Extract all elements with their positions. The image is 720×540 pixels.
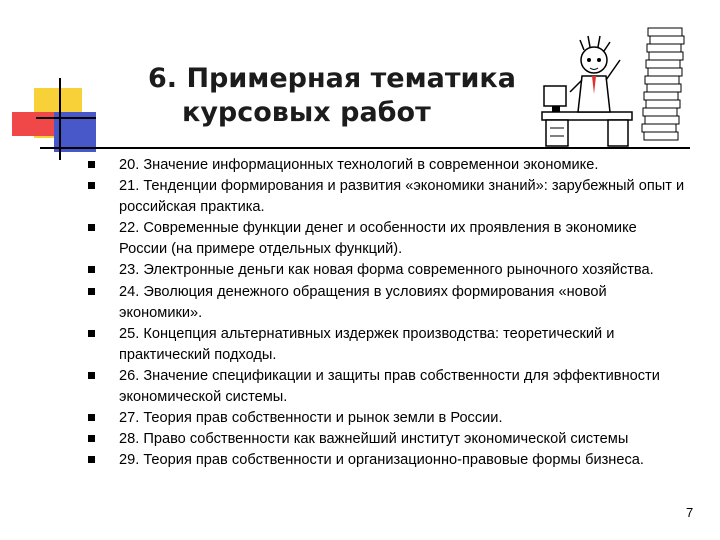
bullet-icon	[88, 224, 95, 231]
topic-list	[88, 155, 688, 471]
list-item-text: 23. Электронные деньги как новая форма современного рыночного хозяйства.	[119, 262, 654, 279]
bullet-icon	[88, 435, 95, 442]
bullet-icon	[88, 288, 95, 295]
list-item	[88, 324, 688, 366]
bullet-icon	[88, 372, 95, 379]
list-item	[88, 282, 688, 324]
bullet-icon	[88, 414, 95, 421]
list-item-text: 26. Значение спецификации и защиты прав собственности для эффективности экономической системы.	[119, 367, 660, 406]
page-number: 7	[686, 505, 694, 520]
list-item	[88, 218, 688, 260]
paper-stack-clipart-icon	[532, 20, 692, 150]
list-item	[88, 155, 688, 176]
bullet-icon	[88, 161, 95, 168]
bullet-icon	[88, 182, 95, 189]
bullet-icon	[88, 456, 95, 463]
list-item	[88, 366, 688, 408]
list-item-text: 28. Право собственности как важнейший институт экономической системы	[119, 431, 629, 448]
list-item-text: 27. Теория прав собственности и рынок земли в России.	[119, 410, 503, 427]
list-item-text: 25. Концепция альтернативных издержек производства: теоретический и практический подходы.	[119, 325, 615, 363]
red-block	[12, 112, 54, 136]
title-line-2: курсовых работ	[182, 97, 431, 128]
bullet-icon	[88, 266, 95, 273]
list-item	[88, 450, 688, 471]
slide-title	[148, 62, 548, 130]
list-item	[88, 429, 688, 450]
list-item-text: 21. Тенденции формирования и развития «экономики знаний»: зарубежный опыт и российская практика.	[119, 178, 685, 216]
title-divider	[40, 147, 690, 149]
list-item-text: 29. Теория прав собственности и организационно-правовые формы бизнеса.	[119, 452, 644, 469]
bullet-icon	[88, 330, 95, 337]
list-item-text: 20. Значение информационных технологий в современнои экономике.	[119, 157, 599, 173]
list-item-text: 22. Современные функции денег и особенности их проявления в экономике России (на примере отдельных функций).	[119, 220, 637, 258]
decorative-color-blocks	[0, 0, 120, 170]
list-item	[88, 408, 688, 429]
list-item	[88, 176, 688, 218]
title-line-1: 6. Примерная тематика	[148, 63, 516, 94]
list-item-text: 24. Эволюция денежного обращения в условиях формирования «новой экономики».	[119, 283, 607, 321]
list-item	[88, 260, 688, 281]
